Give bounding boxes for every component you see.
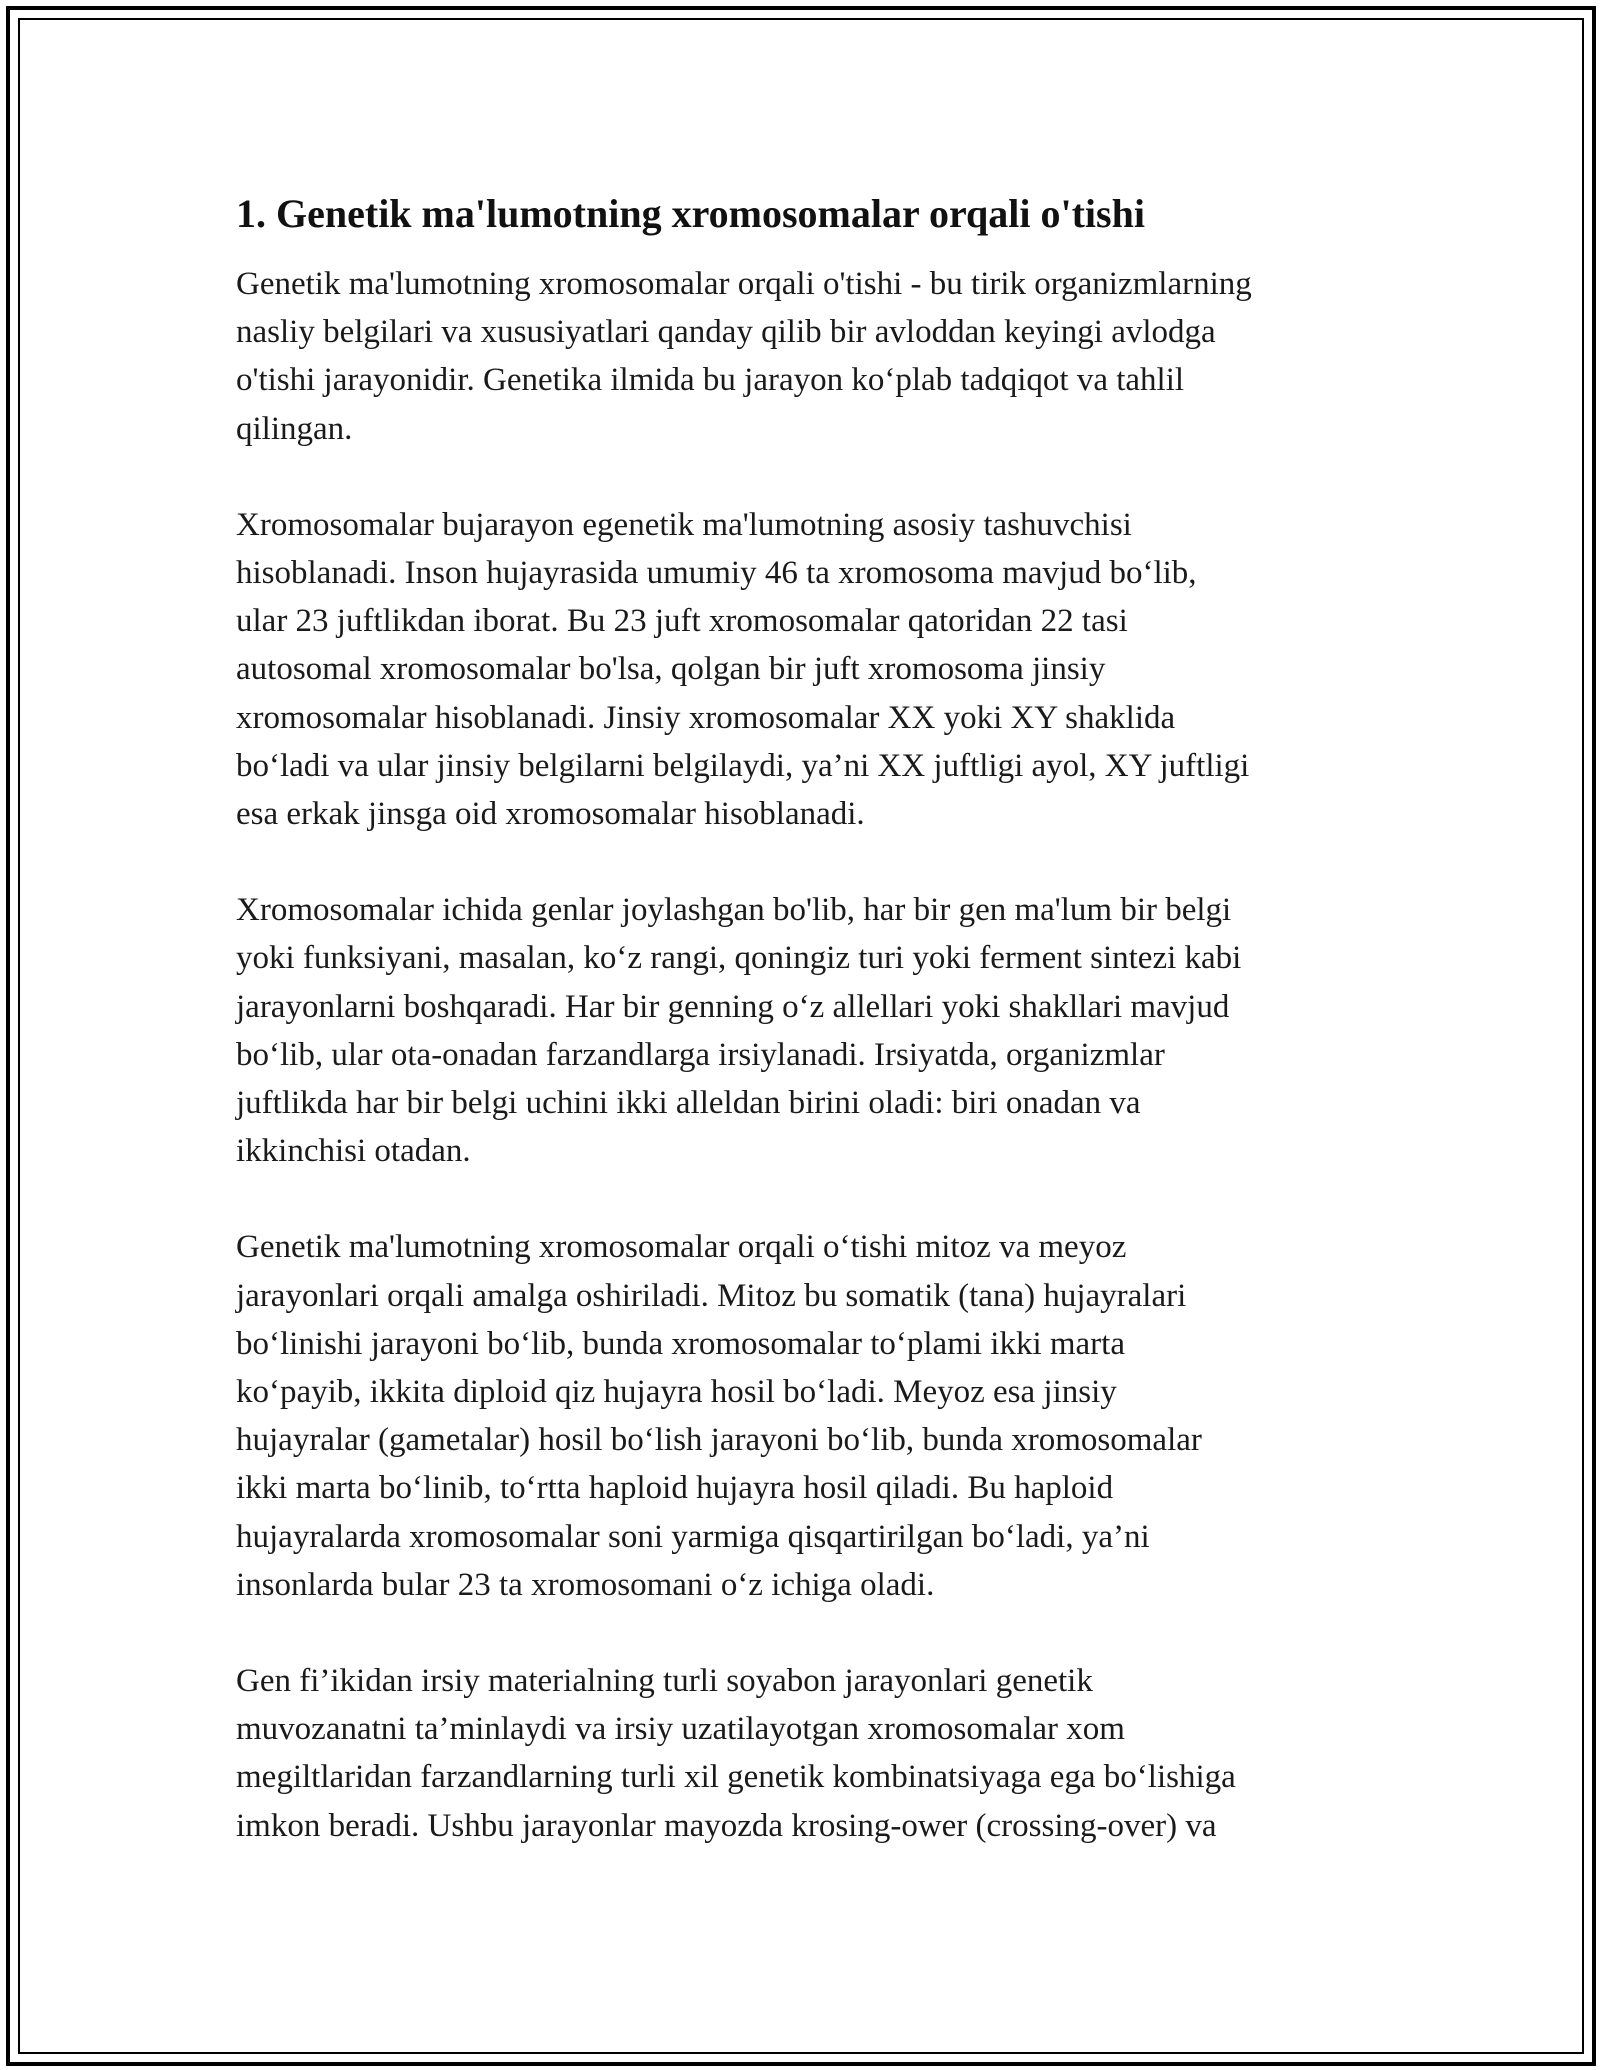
paragraph-1: Genetik ma'lumotning xromosomalar orqali o'tishi - bu tirik organizmlarning nasliy belgilari va xususiyatlari qanday qilib bir avloddan keyingi avlodga o'tishi jarayonidir. Genetika ilmida bu jarayon ko‘plab tadqiqot va tahlil qilingan. (236, 266, 1252, 447)
paragraph-4: Genetik ma'lumotning xromosomalar orqali o‘tishi mitoz va meyoz jarayonlari orqali amalga oshiriladi. Mitoz bu somatik (tana) hujayralari bo‘linishi jarayoni bo‘lib, bunda xromosomalar to‘plami ikki marta ko‘payib, ikkita diploid qiz hujayra hosil bo‘ladi. Meyoz esa jinsiy hujayralar (gametalar) hosil bo‘lish jarayoni bo‘lib, bunda xromosomalar ikki marta bo‘linib, to‘rtta haploid hujayra hosil qiladi. Bu haploid hujayralarda xromosomalar soni yarmiga qisqartirilgan bo‘ladi, ya’ni insonlarda bular 23 ta xromosomani o‘z ichiga oladi. (236, 1229, 1202, 1603)
document-body (236, 188, 1376, 1898)
paragraph-3: Xromosomalar ichida genlar joylashgan bo'lib, har bir gen ma'lum bir belgi yoki funksiyani, masalan, ko‘z rangi, qoningiz turi yoki ferment sintezi kabi jarayonlarni boshqaradi. Har bir genning o‘z allellari yoki shakllari mavjud bo‘lib, ular ota-onadan farzandlarga irsiylanadi. Irsiyatda, organizmlar juftlikda har bir belgi uchini ikki alleldan birini oladi: biri onadan va ikkinchisi otadan. (236, 892, 1242, 1170)
paragraph-5: Gen fi’ikidan irsiy materialning turli soyabon jarayonlari genetik muvozanatni ta’minlaydi va irsiy uzatilayotgan xromosomalar xom megiltlaridan farzandlarning turli xil genetik kombinatsiyaga ega bo‘lishiga imkon beradi. Ushbu jarayonlar mayozda krosing-ower (crossing-over) va (236, 1663, 1236, 1844)
section-heading: 1. Genetik ma'lumotning xromosomalar orqali o'tishi (236, 191, 1145, 236)
paragraph-2: Xromosomalar bujarayon egenetik ma'lumotning asosiy tashuvchisi hisoblanadi. Inson hujayrasida umumiy 46 ta xromosoma mavjud bo‘lib, ular 23 juftlikdan iborat. Bu 23 juft xromosomalar qatoridan 22 tasi autosomal xromosomalar bo'lsa, qolgan bir juft xromosoma jinsiy xromosomalar hisoblanadi. Jinsiy xromosomalar XX yoki XY shaklida bo‘ladi va ular jinsiy belgilarni belgilaydi, ya’ni XX juftligi ayol, XY juftligi esa erkak jinsga oid xromosomalar hisoblanadi. (236, 506, 1250, 833)
